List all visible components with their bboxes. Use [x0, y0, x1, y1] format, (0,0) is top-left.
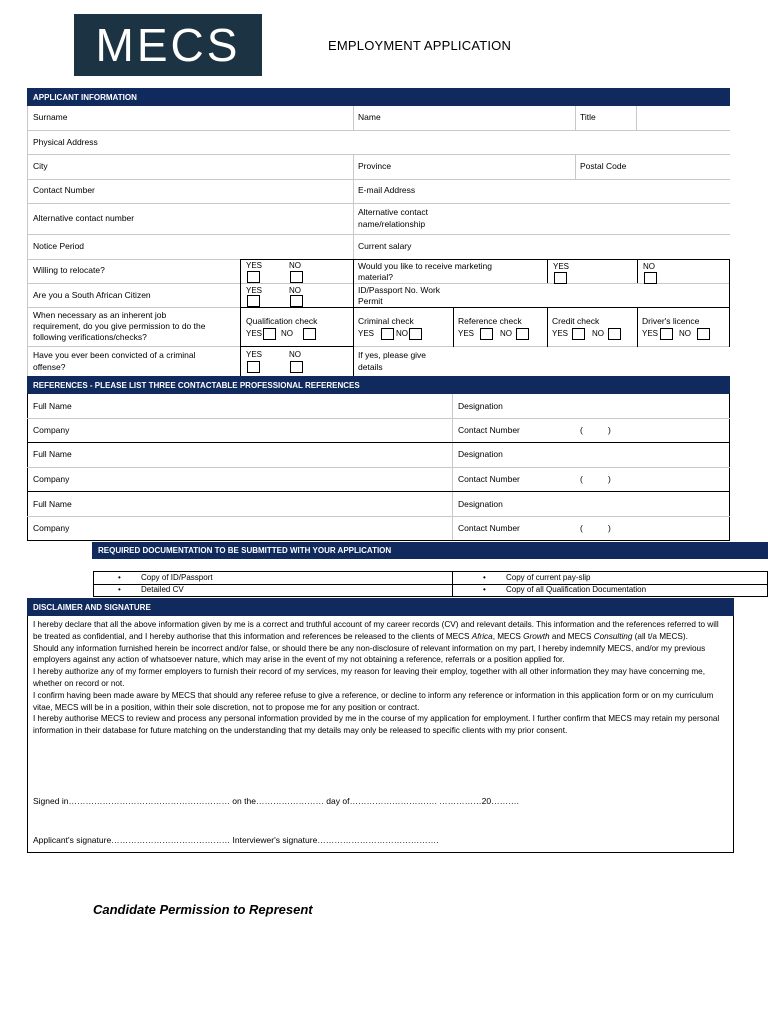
disclaimer-text	[33, 619, 729, 737]
ref2-paren-open: (	[580, 474, 583, 484]
doc-bullet-3: •	[483, 573, 486, 582]
marketing-no-label: NO	[643, 262, 655, 271]
ref1-paren-open: (	[580, 425, 583, 435]
criminal-yes-label: YES	[358, 329, 375, 338]
qualification-yes-label: YES	[246, 329, 263, 338]
disclaimer-paragraph-1: I hereby declare that all the above information given by me is a correct and truthful account of my career records (CV) and relevant details. This information and the references referred to will be treated as confidential, and I hereby authorise that this information and references be released to the clients of MECS Africa, MECS Growth and MECS Consulting (all t/a MECS).	[33, 620, 719, 641]
disclaimer-paragraph-5: I hereby authorise MECS to review and process any personal information provided by me in the course of my application for employment. I further confirm that MECS may retain my personal information in their database for future matching on the understanding that my details may only be released to specific clients with my prior consent.	[33, 714, 720, 736]
physical-address-label: Physical Address	[33, 137, 98, 147]
qualification-no-label: NO	[281, 329, 293, 338]
ref2-contact-label: Contact Number	[458, 474, 520, 484]
references-section-title: REFERENCES - PLEASE LIST THREE CONTACTABLE PROFESSIONAL REFERENCES	[33, 380, 360, 390]
criminal-no-label: NO	[396, 329, 408, 338]
doc-item-cv: Detailed CV	[141, 585, 184, 594]
marketing-no-checkbox[interactable]	[644, 272, 657, 284]
marketing-label-1: Would you like to receive marketing	[358, 261, 493, 271]
drivers-yes-label: YES	[642, 329, 659, 338]
reference-no-checkbox[interactable]	[516, 328, 529, 340]
ref2-company-label: Company	[33, 474, 70, 484]
credit-check-label: Credit check	[552, 316, 600, 326]
marketing-label-2: material?	[358, 272, 393, 282]
convicted-yes-label: YES	[246, 350, 263, 359]
notice-period-label: Notice Period	[33, 241, 85, 251]
permission-heading: Candidate Permission to Represent	[93, 902, 313, 917]
citizen-yes-label: YES	[246, 286, 263, 295]
relocate-label: Willing to relocate?	[33, 265, 105, 275]
convicted-yes-checkbox[interactable]	[247, 361, 260, 373]
ref1-company-label: Company	[33, 425, 70, 435]
marketing-yes-label: YES	[553, 262, 570, 271]
reference-no-label: NO	[500, 329, 512, 338]
doc-bullet-1: •	[118, 573, 121, 582]
ref2-full-name-label: Full Name	[33, 449, 72, 459]
documentation-section-title: REQUIRED DOCUMENTATION TO BE SUBMITTED WITH YOUR APPLICATION	[98, 546, 392, 555]
signature-line[interactable]: Applicant's signature…………………………………… Interviewer's signature…………………………………….	[33, 835, 439, 845]
credit-yes-checkbox[interactable]	[572, 328, 585, 340]
credit-yes-label: YES	[552, 329, 569, 338]
convicted-label-2: offense?	[33, 362, 66, 372]
disclaimer-paragraph-3: I hereby authorize any of my former employers to furnish their record of my services, my reason for leaving their employ, together with all other information they may have concerning me, whether on record or not.	[33, 667, 705, 688]
doc-bullet-2: •	[118, 585, 121, 594]
citizen-no-label: NO	[289, 286, 301, 295]
citizen-label: Are you a South African Citizen	[33, 290, 151, 300]
alt-contact-name-label-2: name/relationship	[358, 219, 426, 229]
drivers-licence-label: Driver's licence	[642, 316, 700, 326]
id-passport-label-1: ID/Passport No. Work	[358, 285, 441, 295]
id-passport-label-2: Permit	[358, 296, 383, 306]
qualification-yes-checkbox[interactable]	[263, 328, 276, 340]
page-title: EMPLOYMENT APPLICATION	[328, 38, 512, 53]
relocate-no-label: NO	[289, 261, 301, 270]
disclaimer-paragraph-4: I confirm having been made aware by MECS that should any referee refuse to give a reference, or decline to inform any reference or information in this application form or on my curriculum vitae, MECS will be in a position, within their sole discretion, not to propose me for any position or contract.	[33, 690, 714, 712]
qualification-no-checkbox[interactable]	[303, 328, 316, 340]
province-label: Province	[358, 161, 392, 171]
ref3-designation-label: Designation	[458, 499, 503, 509]
convicted-no-checkbox[interactable]	[290, 361, 303, 373]
alt-contact-label: Alternative contact number	[33, 213, 135, 223]
doc-bullet-4: •	[483, 585, 486, 594]
citizen-yes-checkbox[interactable]	[247, 295, 260, 307]
logo-text: MECS	[95, 19, 241, 71]
ref3-paren-close: )	[608, 523, 611, 533]
current-salary-label: Current salary	[358, 241, 412, 251]
ref1-full-name-label: Full Name	[33, 401, 72, 411]
ref3-paren-open: (	[580, 523, 583, 533]
ref3-company-label: Company	[33, 523, 70, 533]
email-label: E-mail Address	[358, 185, 416, 195]
reference-yes-label: YES	[458, 329, 475, 338]
drivers-no-checkbox[interactable]	[697, 328, 710, 340]
documentation-section-bar	[92, 542, 768, 559]
doc-item-payslip: Copy of current pay-slip	[506, 573, 591, 582]
if-yes-label-2: details	[358, 362, 383, 372]
reference-yes-checkbox[interactable]	[480, 328, 493, 340]
ref1-contact-label: Contact Number	[458, 425, 520, 435]
surname-label: Surname	[33, 112, 68, 122]
signed-in-line[interactable]: Signed in………………………………………………… on the…………………… day of…………………………. ……………20……….	[33, 796, 519, 806]
disclaimer-paragraph-2: Should any information furnished herein be incorrect and/or false, or should there be any non-disclosure of relevant information on my part, I hereby indemnify MECS, and/or my previous employers against any action of whatsoever nature, which may arise in the event of my not obtaining a reference, referrals or a position applied for.	[33, 643, 706, 665]
disclaimer-section-bar	[27, 598, 734, 616]
applicant-section-title: APPLICANT INFORMATION	[33, 92, 137, 102]
city-label: City	[33, 161, 48, 171]
ref1-paren-close: )	[608, 425, 611, 435]
credit-no-label: NO	[592, 329, 604, 338]
verifications-label-1: When necessary as an inherent job	[33, 310, 167, 320]
contact-number-label: Contact Number	[33, 185, 95, 195]
drivers-no-label: NO	[679, 329, 691, 338]
verifications-label-3: following verifications/checks?	[33, 332, 147, 342]
ref1-designation-label: Designation	[458, 401, 503, 411]
criminal-check-label: Criminal check	[358, 316, 414, 326]
applicant-section-bar	[27, 88, 730, 106]
ref3-full-name-label: Full Name	[33, 499, 72, 509]
marketing-yes-checkbox[interactable]	[554, 272, 567, 284]
convicted-no-label: NO	[289, 350, 301, 359]
ref2-paren-close: )	[608, 474, 611, 484]
reference-check-label: Reference check	[458, 316, 522, 326]
relocate-no-checkbox[interactable]	[290, 271, 303, 283]
relocate-yes-checkbox[interactable]	[247, 271, 260, 283]
mecs-logo	[74, 14, 262, 76]
credit-no-checkbox[interactable]	[608, 328, 621, 340]
if-yes-label-1: If yes, please give	[358, 350, 427, 360]
postal-code-label: Postal Code	[580, 161, 627, 171]
ref3-contact-label: Contact Number	[458, 523, 520, 533]
citizen-no-checkbox[interactable]	[290, 295, 303, 307]
convicted-label-1: Have you ever been convicted of a criminal	[33, 350, 196, 360]
name-label: Name	[358, 112, 381, 122]
criminal-no-checkbox[interactable]	[409, 328, 422, 340]
relocate-yes-label: YES	[246, 261, 263, 270]
ref2-designation-label: Designation	[458, 449, 503, 459]
doc-item-id: Copy of ID/Passport	[141, 573, 213, 582]
drivers-yes-checkbox[interactable]	[660, 328, 673, 340]
qualification-check-label: Qualification check	[246, 316, 318, 326]
doc-item-qualifications: Copy of all Qualification Documentation	[506, 585, 647, 594]
references-section-bar	[27, 376, 730, 394]
alt-contact-name-label-1: Alternative contact	[358, 207, 428, 217]
criminal-yes-checkbox[interactable]	[381, 328, 394, 340]
disclaimer-section-title: DISCLAIMER AND SIGNATURE	[33, 602, 151, 612]
verifications-label-2: requirement, do you give permission to do the	[33, 321, 206, 331]
title-label: Title	[580, 112, 596, 122]
